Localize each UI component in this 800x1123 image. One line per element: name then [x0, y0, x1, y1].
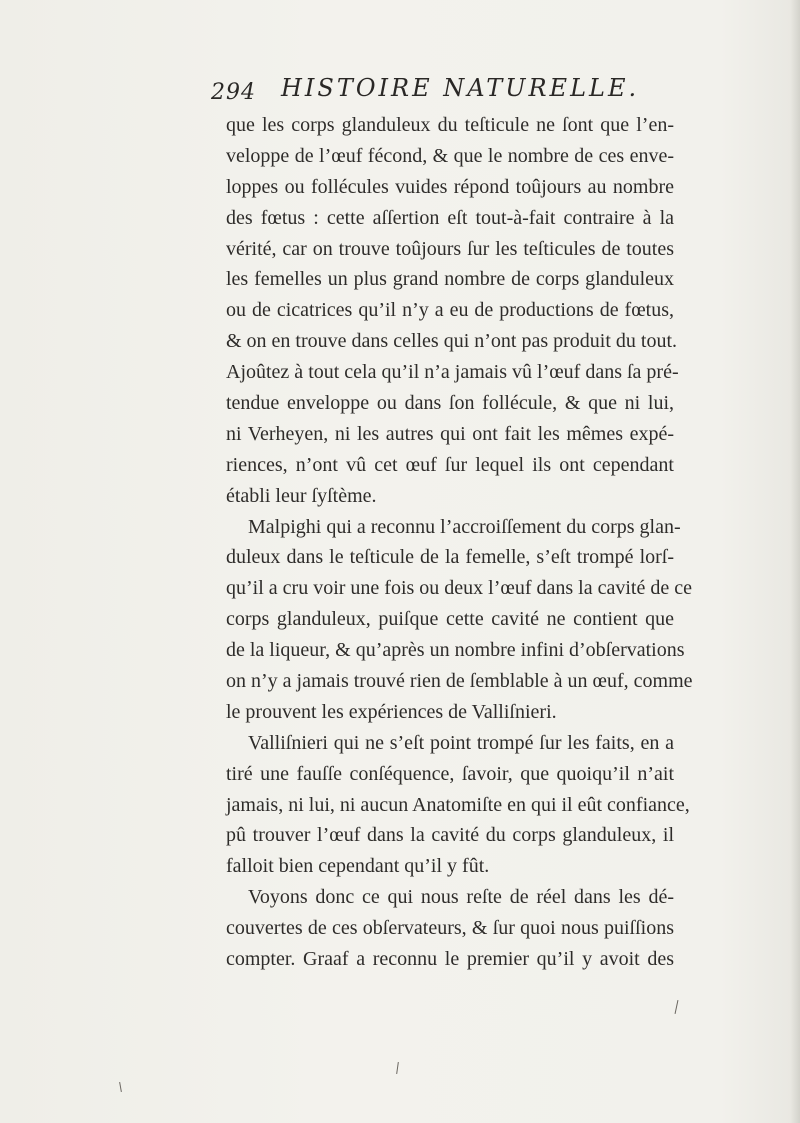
text-line: Malpighi qui a reconnu l’accroiſſement du corps glan- [248, 515, 681, 538]
text-line: riences, n’ont vû cet œuf ſur lequel ils ont cependant [226, 453, 674, 476]
text-line: de la liqueur, & qu’après un nombre infini d’obſervations [226, 639, 685, 662]
text-line: veloppe de l’œuf fécond, & que le nombre de ces enve- [226, 144, 674, 167]
text-line: couvertes de ces obſervateurs, & ſur quoi nous puiſſions [226, 917, 674, 940]
page-header [211, 72, 651, 112]
paper-speck [396, 1062, 399, 1074]
text-line: ni Verheyen, ni les autres qui ont fait les mêmes expé- [226, 422, 674, 445]
text-line: pû trouver l’œuf dans la cavité du corps glanduleux, il [226, 824, 674, 847]
text-line: le prouvent les expériences de Valliſnieri. [226, 700, 557, 723]
text-line: les femelles un plus grand nombre de corps glanduleux [226, 268, 674, 291]
text-line: & on en trouve dans celles qui n’ont pas produit du tout. [226, 330, 678, 353]
text-line: falloit bien cependant qu’il y fût. [226, 855, 490, 878]
paper-speck [119, 1082, 122, 1092]
running-title: HISTOIRE NATURELLE. [281, 74, 640, 102]
body-text [226, 110, 693, 975]
text-line: ou de cicatrices qu’il n’y a eu de productions de fœtus, [226, 299, 674, 322]
text-line: établi leur ſyſtème. [226, 484, 377, 507]
text-line: duleux dans le teſticule de la femelle, s’eſt trompé lorſ- [226, 546, 674, 569]
page-edge-shadow [790, 0, 800, 1123]
text-line: Voyons donc ce qui nous reſte de réel dans les dé- [248, 886, 674, 909]
text-line: que les corps glanduleux du teſticule ne ſont que l’en- [226, 114, 674, 136]
text-line: Ajoûtez à tout cela qu’il n’a jamais vû l’œuf dans ſa pré- [226, 361, 679, 384]
text-line: tiré une fauſſe conſéquence, ſavoir, que quoiqu’il n’ait [226, 762, 674, 785]
text-line: compter. Graaf a reconnu le premier qu’il y avoit des [226, 948, 674, 971]
text-line: loppes ou follécules vuides répond toûjours au nombre [226, 175, 674, 198]
text-line: Valliſnieri qui ne s’eſt point trompé ſur les faits, en a [248, 731, 674, 754]
text-line: jamais, ni lui, ni aucun Anatomiſte en qui il eût confiance, [226, 793, 690, 816]
text-line: des fœtus : cette aſſertion eſt tout-à-fait contraire à la [226, 206, 674, 229]
text-line: qu’il a cru voir une fois ou deux l’œuf dans la cavité de ce [226, 577, 692, 600]
text-line: vérité, car on trouve toûjours ſur les teſticules de toutes [226, 237, 674, 260]
text-line: tendue enveloppe ou dans ſon follécule, & que ni lui, [226, 392, 674, 415]
paper-speck [675, 1000, 679, 1014]
page-number: 294 [211, 80, 256, 105]
text-line: corps glanduleux, puiſque cette cavité ne contient que [226, 608, 674, 631]
text-line: on n’y a jamais trouvé rien de ſemblable à un œuf, comme [226, 670, 693, 693]
